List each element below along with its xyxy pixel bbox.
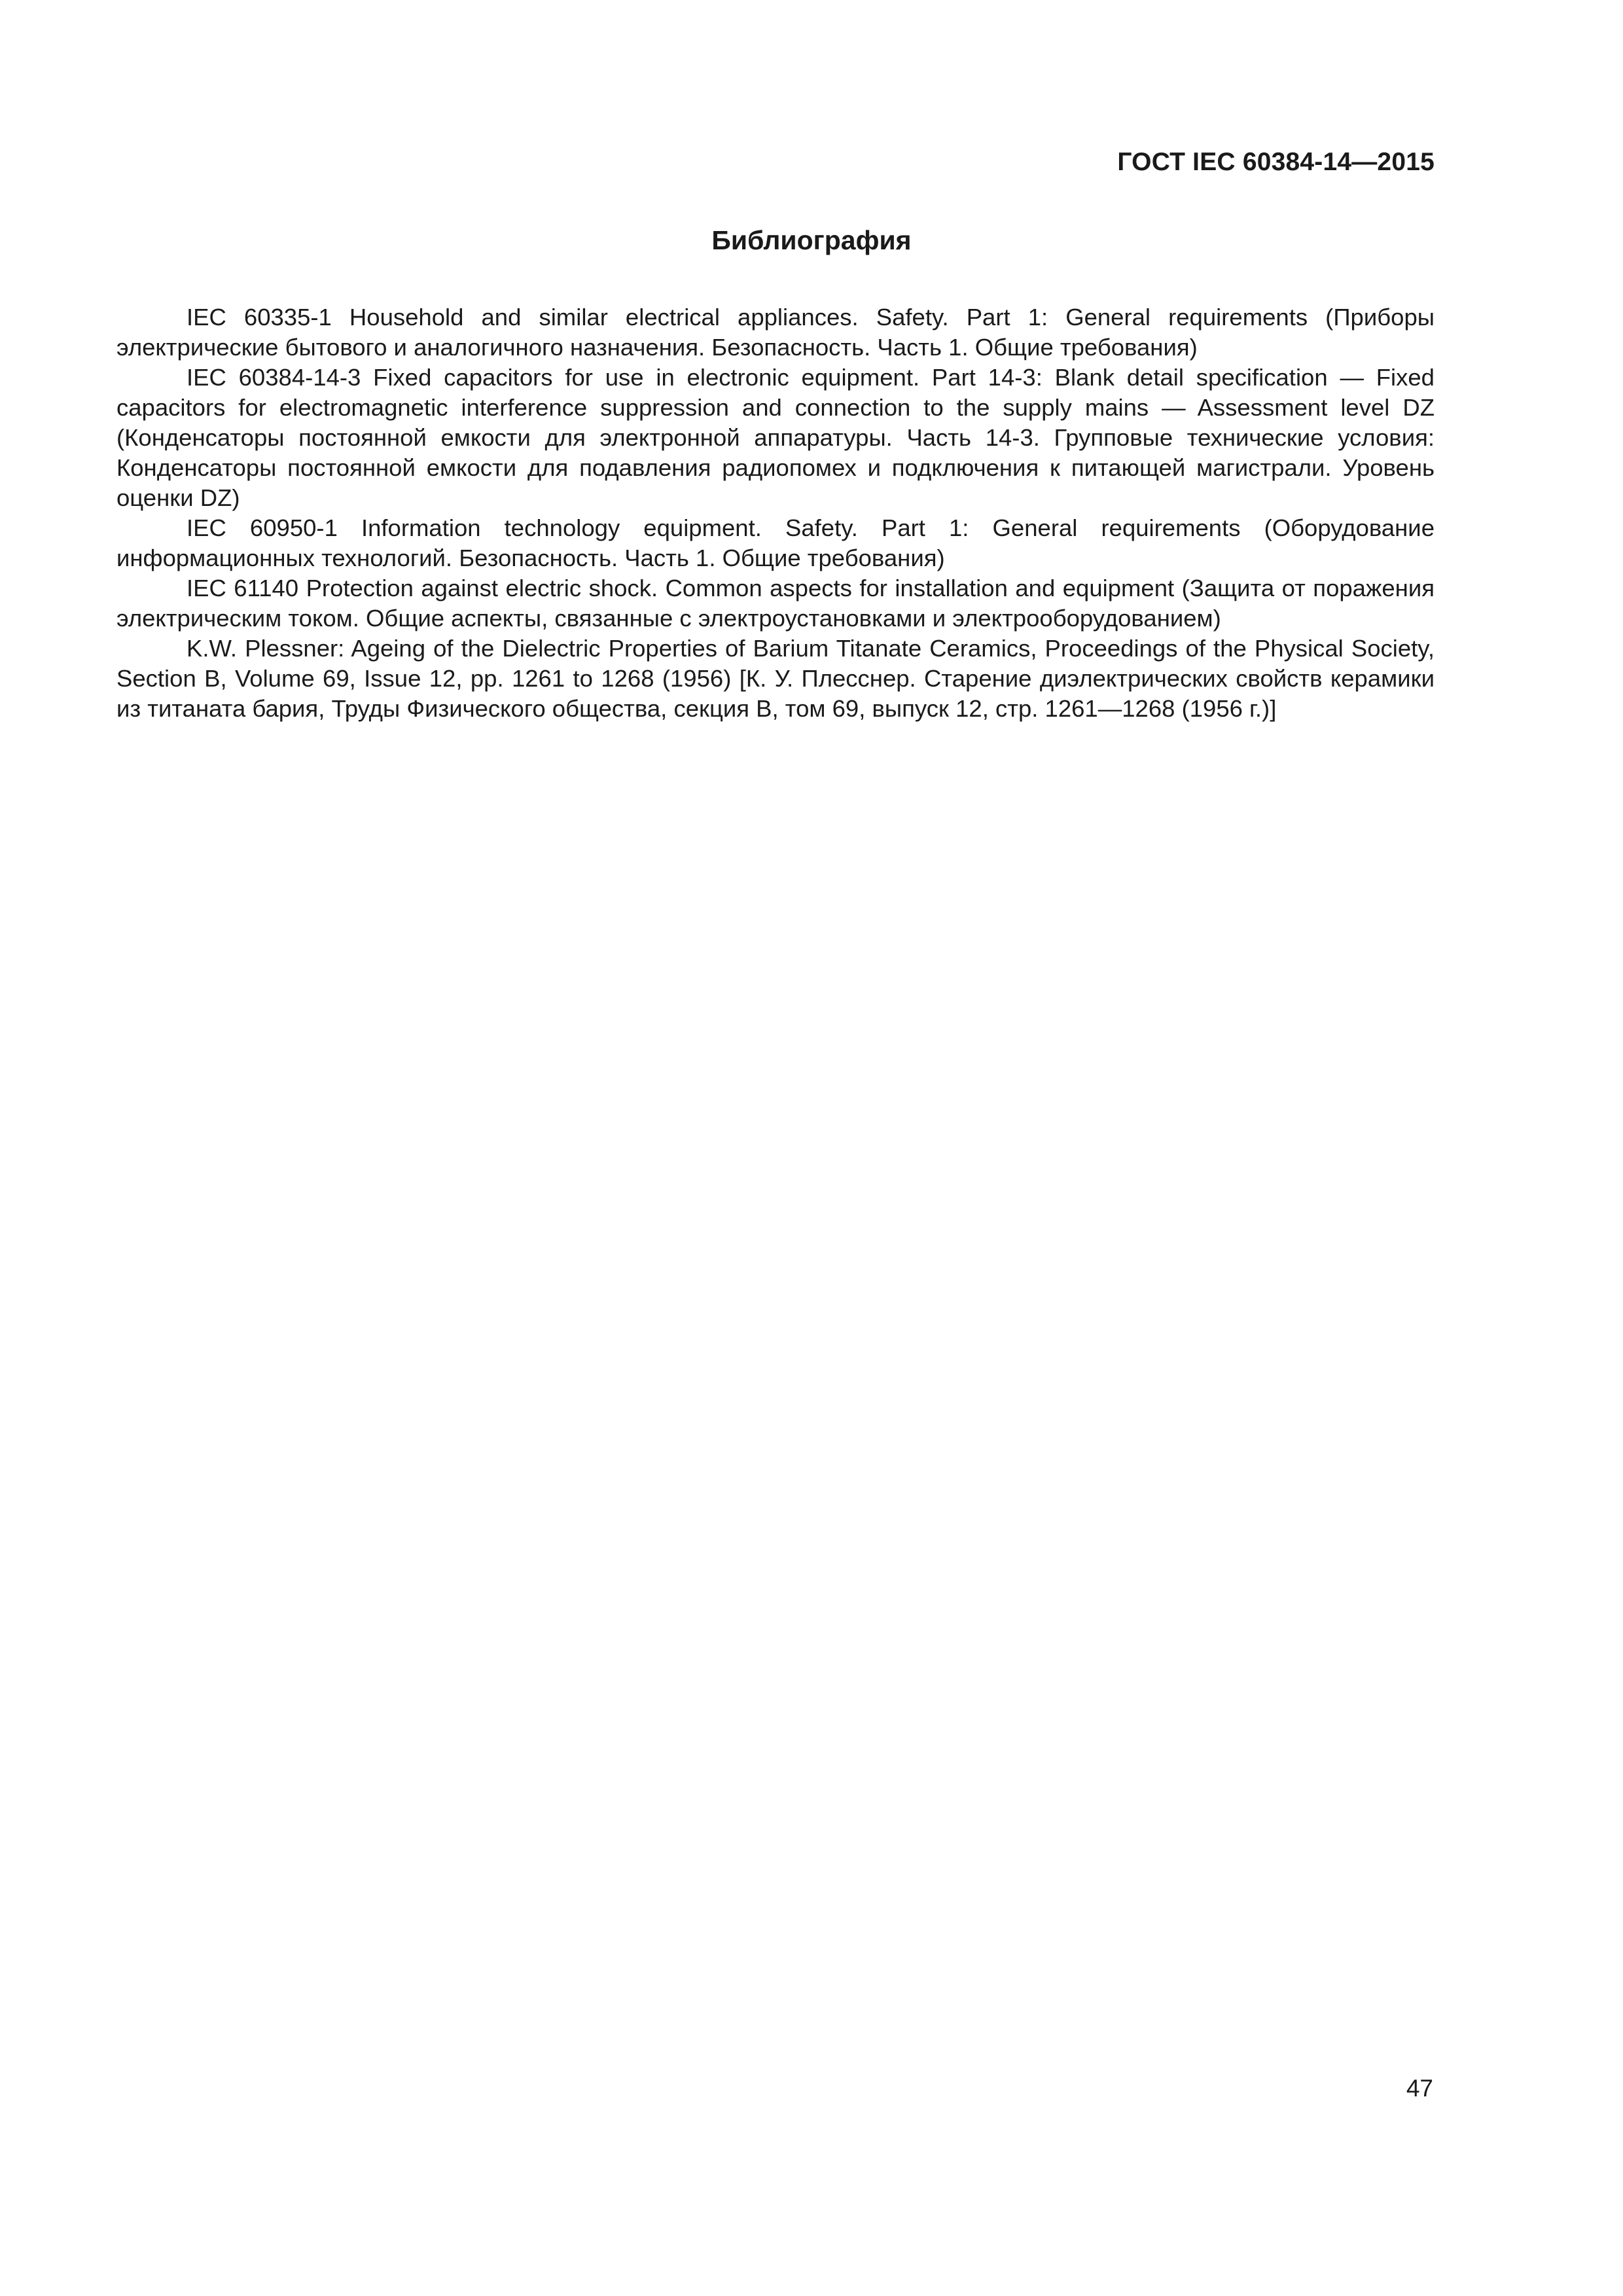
document-standard-code: ГОСТ IEC 60384-14—2015 — [1117, 148, 1435, 176]
page-number: 47 — [1406, 2075, 1433, 2102]
bibliography-entry: IEC 61140 Protection against electric shock. Common aspects for installation and equipment (Защита от поражения электрическим током. Общие аспекты, связанные с электроустановками и электрооборудованием) — [116, 575, 1435, 632]
bibliography-list — [116, 302, 1435, 724]
bibliography-entry: K.W. Plessner: Ageing of the Dielectric Properties of Barium Titanate Ceramics, Proceedings of the Physical Society, Section B, Volume 69, Issue 12, pp. 1261 to 1268 (1956) [К. У. Плесснер. Старение диэлектрических свойств керамики из титаната бария, Труды Физического общества, секция B, том 69, выпуск 12, стр. 1261—1268 (1956 г.)] — [116, 635, 1435, 722]
bibliography-entry: IEC 60335-1 Household and similar electrical appliances. Safety. Part 1: General requirements (Приборы электрические бытового и аналогичного назначения. Безопасность. Часть 1. Общие требования) — [116, 304, 1435, 361]
bibliography-entry: IEC 60384-14-3 Fixed capacitors for use in electronic equipment. Part 14-3: Blank detail specification — Fixed capacitors for electromagnetic interference suppression and connection to the supply mains — Assessment level DZ (Конденсаторы постоянной емкости для электронной аппаратуры. Часть 14-3. Групповые технические условия: Конденсаторы постоянной емкости для подавления радиопомех и подключения к питающей магистрали. Уровень оценки DZ) — [116, 364, 1435, 511]
bibliography-entry: IEC 60950-1 Information technology equipment. Safety. Part 1: General requirements (Оборудование информационных технологий. Безопасность. Часть 1. Общие требования) — [116, 514, 1435, 571]
section-title: Библиография — [711, 225, 912, 255]
